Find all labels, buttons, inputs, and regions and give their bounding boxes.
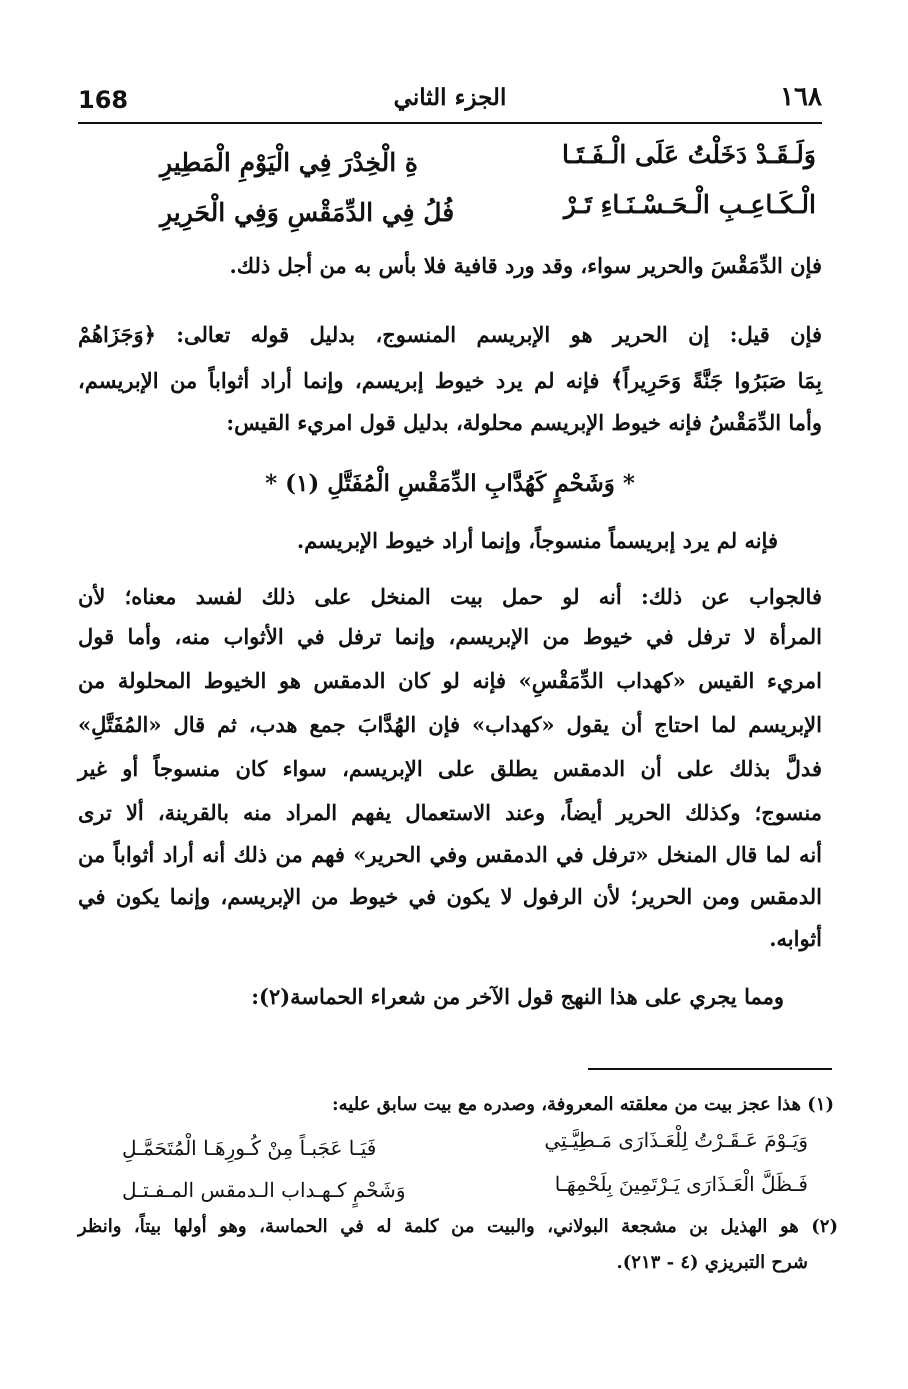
paragraph-line: فإن الدِّمَقْسَ والحرير سواء، وقد ورد قافية فلا بأس به من أجل ذلك. [229, 253, 822, 278]
paragraph-line: فإنه لم يرد إبريسماً منسوجاً، وإنما أراد خيوط الإبريسم. [296, 528, 778, 553]
paragraph-line: الدمقس ومن الحرير؛ لأن الرفول لا يكون في خيوط من الإبريسم، وإنما يكون في [78, 884, 822, 909]
footnote-rule [588, 1068, 832, 1070]
page-number-latin: 168 [78, 86, 129, 114]
paragraph-line: فالجواب عن ذلك: أنه لو حمل بيت المنخل على ذلك لفسد معناه؛ لأن [78, 584, 822, 609]
header-rule [78, 122, 822, 124]
footnote-2-line: (٢) هو الهذيل بن مشجعة البولاني، والبيت من كلمة له في الحماسة، وهو أولها بيتاً، وانظر [78, 1216, 838, 1237]
verse-2-first-hemistich: الْـكَـاعِـبِ الْـحَـسْـنَـاءِ تَـرْ [563, 190, 816, 219]
verse-1-second-hemistich: ةِ الْخِدْرَ فِي الْيَوْمِ الْمَطِيرِ [160, 148, 418, 177]
paragraph-line: وأما الدِّمَقْسُ فإنه خيوط الإبريسم محلولة، بدليل قول امريء القيس: [226, 410, 822, 435]
paragraph-line: فإن قيل: إن الحرير هو الإبريسم المنسوج، بدليل قوله تعالى: ﴿وَجَزَاهُمْ [78, 322, 822, 347]
paragraph-line: أنه لما قال المنخل «ترفل في الدمقس وفي الحرير» فهم من ذلك أنه أراد أثواباً من [78, 842, 822, 867]
paragraph-line: أثوابه. [769, 926, 822, 951]
footnote-2-line: شرح التبريزي (٤ - ٢١٣). [616, 1252, 808, 1273]
quoted-verse: * وَشَحْمٍ كَهُدَّابِ الدِّمَقْسِ الْمُفَتَّلِ (١) * [265, 470, 635, 497]
paragraph-line: منسوج؛ وكذلك الحرير أيضاً، وعند الاستعمال يفهم المراد منه بالقرينة، ألا ترى [78, 800, 822, 825]
paragraph-line: الإبريسم لما احتاج أن يقول «كهداب» فإن الهُدَّابَ جمع هدب، ثم قال «المُفَتَّلِ» [78, 712, 822, 737]
footnote-verse-2-second: وَشَحْمٍ كـهـداب الـدمقس المـفـتـل [122, 1178, 406, 1202]
verse-2-second-hemistich: فُلُ فِي الدِّمَقْسِ وَفِي الْحَرِيرِ [160, 198, 455, 227]
footnote-1-intro: (١) هذا عجز بيت من معلقته المعروفة، وصدره مع بيت سابق عليه: [332, 1094, 834, 1115]
running-title: الجزء الثاني [393, 84, 507, 111]
page-header [78, 82, 822, 122]
verse-1-first-hemistich: وَلَـقَـدْ دَخَلْتُ عَلَى الْـفَـتَـا [561, 140, 816, 169]
paragraph-line: ومما يجري على هذا النهج قول الآخر من شعراء الحماسة(٢): [251, 984, 784, 1009]
footnote-verse-1-first: وَيَـوْمَ عَـقَـرْتُ لِلْعَـذَارَى مَـطِيَّـتِي [544, 1128, 808, 1152]
paragraph-line: بِمَا صَبَرُوا جَنَّةً وَحَرِيراً﴾ فإنه لم يرد خيوط إبريسم، وإنما أراد أثواباً من الإبريسم، [78, 368, 822, 393]
paragraph-line: امريء القيس «كهداب الدِّمَقْسِ» فإنه لو كان الدمقس هو الخيوط المحلولة من [78, 668, 822, 693]
page-number-arabic: ١٦٨ [780, 82, 822, 112]
footnote-verse-2-first: فَـظَلَّ الْعَـذَارَى يَـرْتَمِينَ بِلَحْمِهَـا [554, 1172, 808, 1196]
footnote-verse-1-second: فَيَـا عَجَبـاً مِنْ كُـورِهَـا الْمُتَحَمَّـلِ [122, 1136, 377, 1160]
paragraph-line: المرأة لا ترفل في خيوط من الإبريسم، وإنما ترفل في الأثواب منه، وأما قول [78, 624, 822, 649]
paragraph-line: فدلَّ بذلك على أن الدمقس يطلق على الإبريسم، سواء كان منسوجاً أو غير [78, 756, 822, 781]
